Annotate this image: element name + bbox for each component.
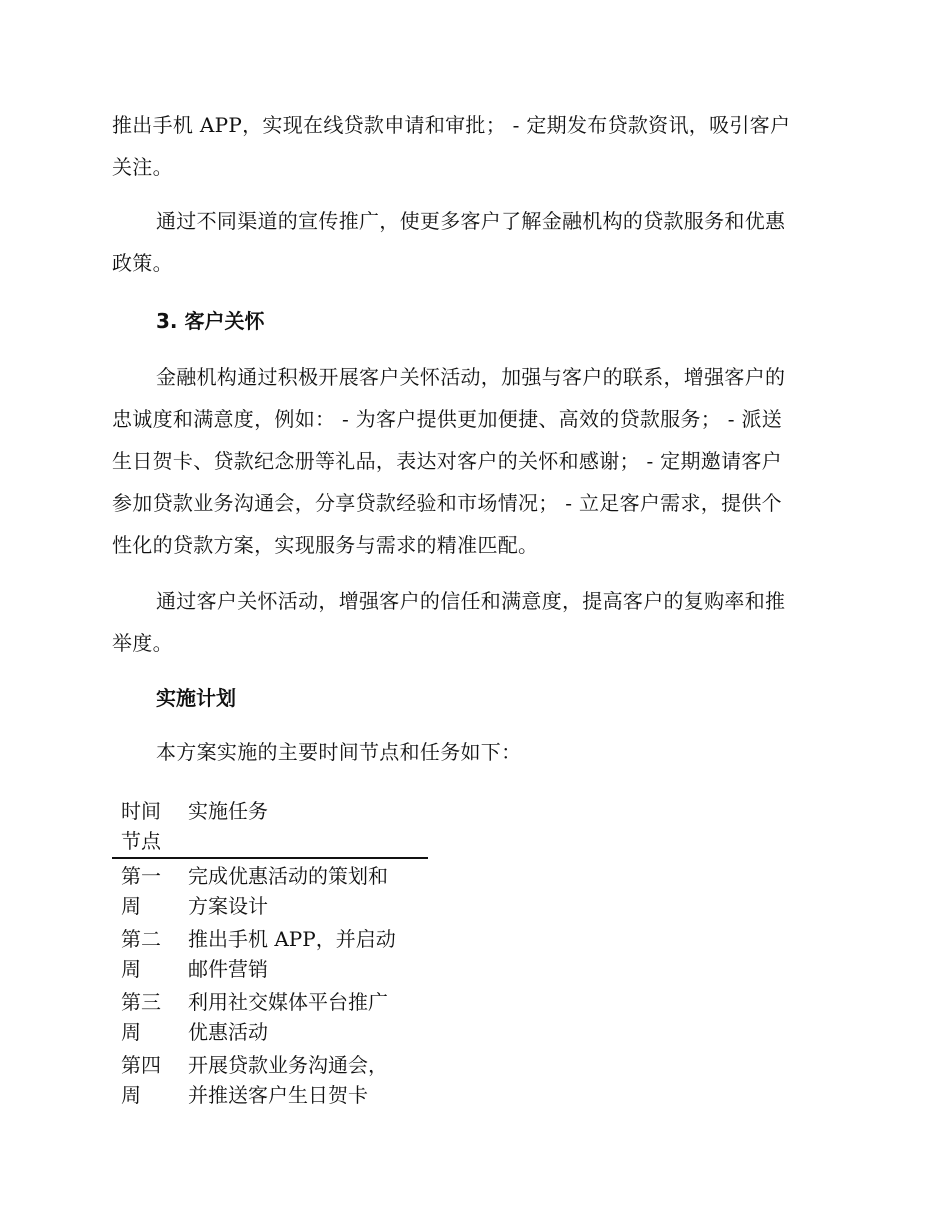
text-line: 通过不同渠道的宣传推广，使更多客户了解金融机构的贷款服务和优惠 [156,209,786,233]
text-line: 推出手机 APP，实现在线贷款申请和审批； - 定期发布贷款资讯，吸引客户 [112,113,791,137]
text-line: 参加贷款业务沟通会，分享贷款经验和市场情况； - 立足客户需求，提供个 [112,491,782,515]
table-header-row [112,794,428,858]
text-line: 通过客户关怀活动，增强客户的信任和满意度，提高客户的复购率和推 [156,589,786,613]
section-heading-customer-care: 3. 客户关怀 [156,309,265,333]
table-row [112,858,428,922]
table-row [112,1048,428,1111]
paragraph-care-summary [112,580,832,664]
implementation-plan-table [112,794,428,1111]
text-line: 金融机构通过积极开展客户关怀活动，加强与客户的联系，增强客户的 [156,365,786,389]
cell-time: 第一 周 [121,864,161,918]
cell-task: 完成优惠活动的策划和 方案设计 [188,864,388,918]
cell-time: 第三 周 [121,990,161,1044]
text-line: 本方案实施的主要时间节点和任务如下： [156,740,522,764]
cell-task: 利用社交媒体平台推广 优惠活动 [188,990,388,1044]
cell-task: 推出手机 APP，并启动 邮件营销 [188,927,396,981]
table-row [112,985,428,1048]
cell-task: 开展贷款业务沟通会， 并推送客户生日贺卡 [188,1053,388,1107]
paragraph-customer-care [112,356,832,566]
section-heading-implementation: 实施计划 [156,686,236,710]
paragraph-channels-end [112,104,832,188]
cell-time: 第二 周 [121,927,161,981]
text-line: 举度。 [112,631,173,655]
text-line: 生日贺卡、贷款纪念册等礼品，表达对客户的关怀和感谢； - 定期邀请客户 [112,449,782,473]
text-line: 性化的贷款方案，实现服务与需求的精准匹配。 [112,533,539,557]
cell-time: 第四 周 [121,1053,161,1107]
header-time-node: 时间 节点 [121,799,161,853]
text-line: 关注。 [112,155,173,179]
text-line: 忠诚度和满意度，例如： - 为客户提供更加便捷、高效的贷款服务； - 派送 [112,407,783,431]
paragraph-implementation-intro [112,731,832,773]
paragraph-promotion-summary [112,200,832,284]
table-row [112,922,428,985]
header-task: 实施任务 [188,799,268,823]
text-line: 政策。 [112,251,173,275]
